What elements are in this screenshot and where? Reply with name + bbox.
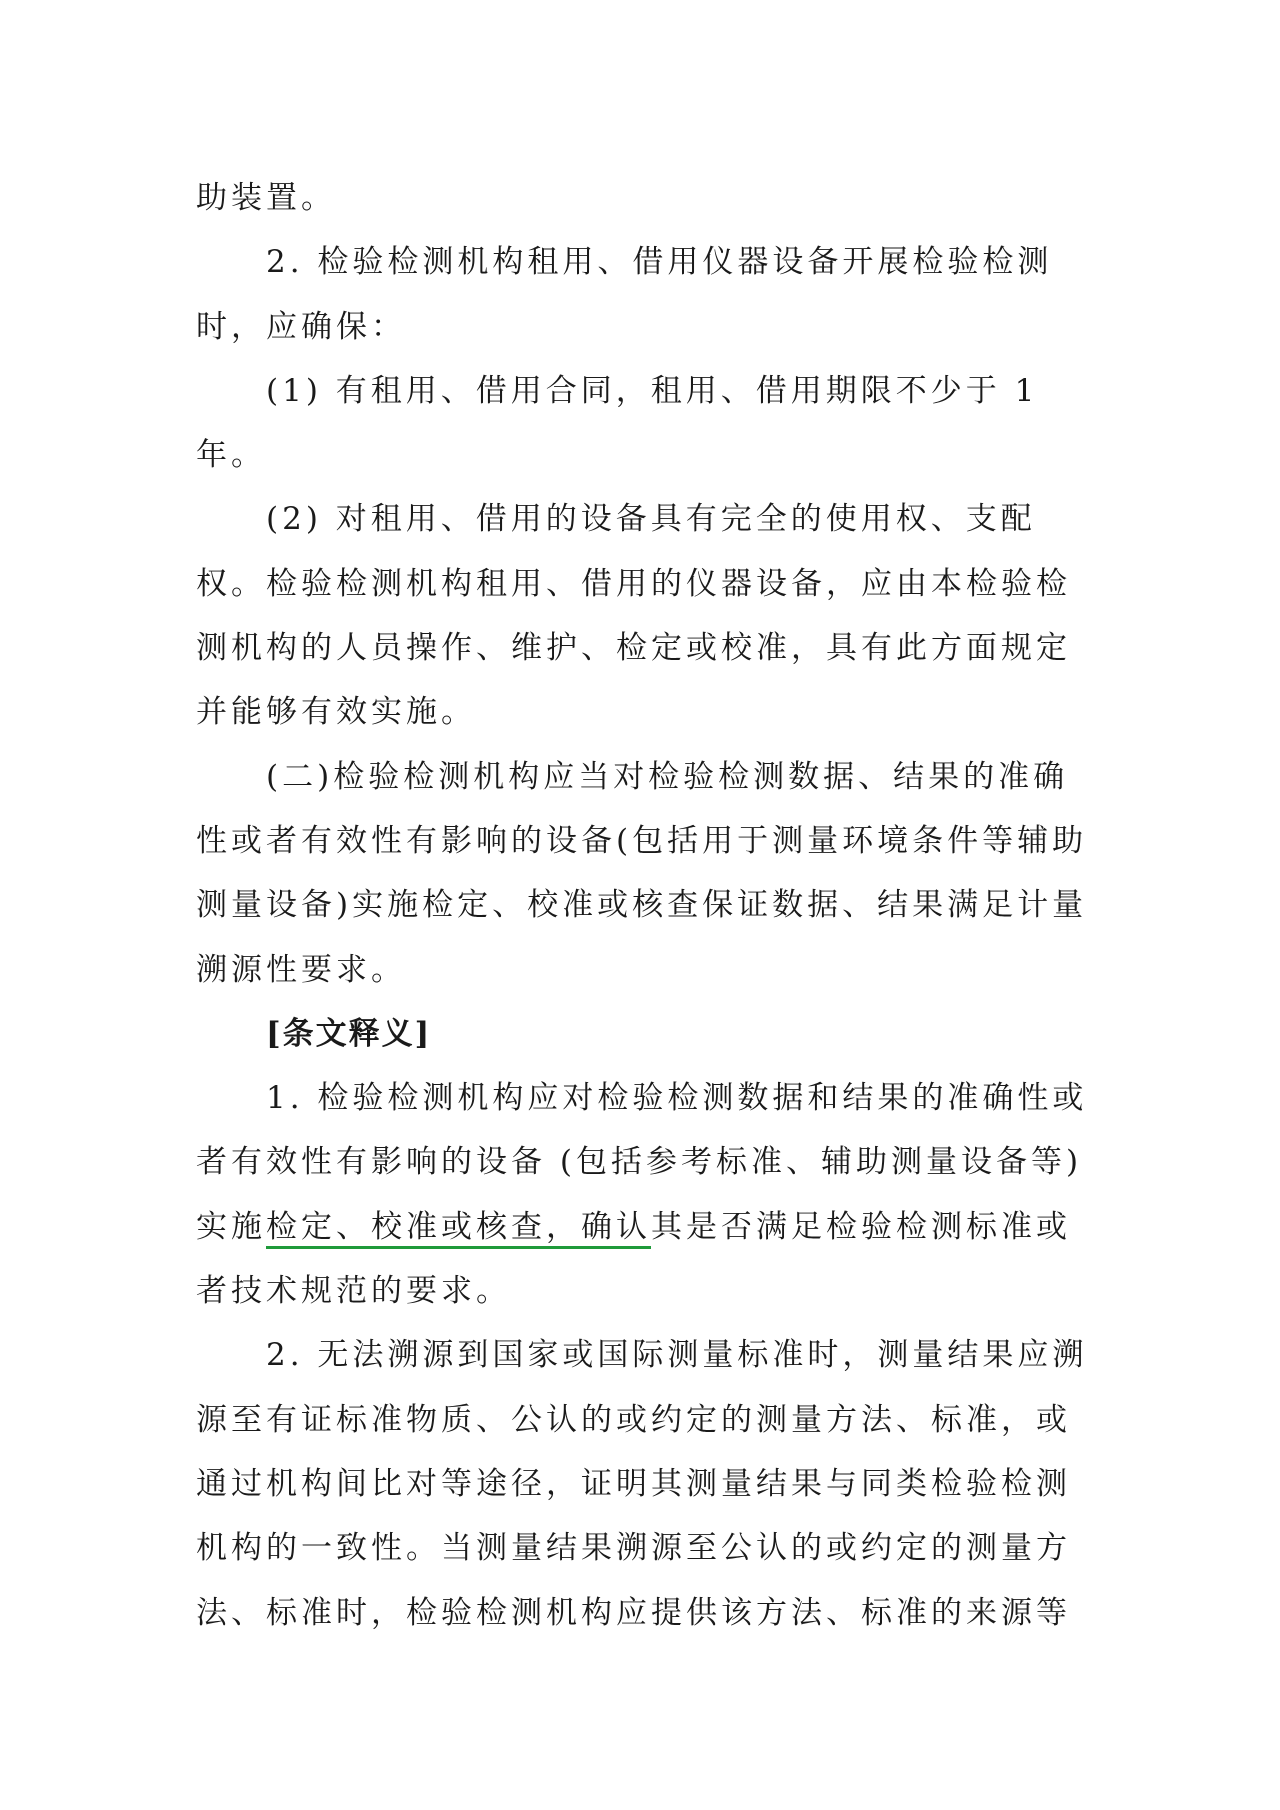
text-line: (2) 对租用、借用的设备具有完全的使用权、支配 [266, 501, 1036, 538]
text-line: 者技术规范的要求。 [196, 1273, 511, 1310]
text-line: 测机构的人员操作、维护、检定或校准，具有此方面规定 [196, 630, 1071, 667]
text-line: 测量设备)实施检定、校准或核查保证数据、结果满足计量 [196, 887, 1088, 924]
text-line: (二)检验检测机构应当对检验检测数据、结果的准确 [266, 758, 1069, 795]
text-line: 并能够有效实施。 [196, 694, 476, 731]
text-line: 助装置。 [196, 180, 336, 216]
document-body [196, 166, 1096, 1645]
section-heading: [条文释义] [266, 1015, 432, 1052]
text-line: (1) 有租用、借用合同，租用、借用期限不少于 1 [266, 372, 1039, 409]
text-line: 机构的一致性。当测量结果溯源至公认的或约定的测量方 [196, 1530, 1071, 1567]
text-line: 性或者有效性有影响的设备(包括用于测量环境条件等辅助 [196, 822, 1088, 859]
text-line: 溯源性要求。 [196, 951, 406, 988]
text-line: 权。检验检测机构租用、借用的仪器设备，应由本检验检 [196, 565, 1071, 602]
text-line: 法、标准时，检验检测机构应提供该方法、标准的来源等 [196, 1594, 1071, 1631]
text-line: 2. 检验检测机构租用、借用仪器设备开展检验检测 [266, 244, 1053, 281]
text-segment: 其是否满足检验检测标准或 [651, 1208, 1071, 1245]
text-line: 时，应确保： [196, 308, 406, 345]
text-line: 1. 检验检测机构应对检验检测数据和结果的准确性或 [266, 1080, 1088, 1117]
text-line: 者有效性有影响的设备 (包括参考标准、辅助测量设备等) [196, 1144, 1083, 1181]
text-line: 2. 无法溯源到国家或国际测量标准时，测量结果应溯 [266, 1337, 1088, 1374]
text-line: 源至有证标准物质、公认的或约定的测量方法、标准，或 [196, 1401, 1071, 1438]
underlined-annotation: 检定、校准或核查，确认 [266, 1208, 651, 1245]
text-line: 通过机构间比对等途径，证明其测量结果与同类检验检测 [196, 1465, 1071, 1502]
text-line-with-annotation [196, 1195, 1096, 1259]
text-segment: 实施 [196, 1208, 266, 1245]
text-line: 年。 [196, 437, 266, 474]
